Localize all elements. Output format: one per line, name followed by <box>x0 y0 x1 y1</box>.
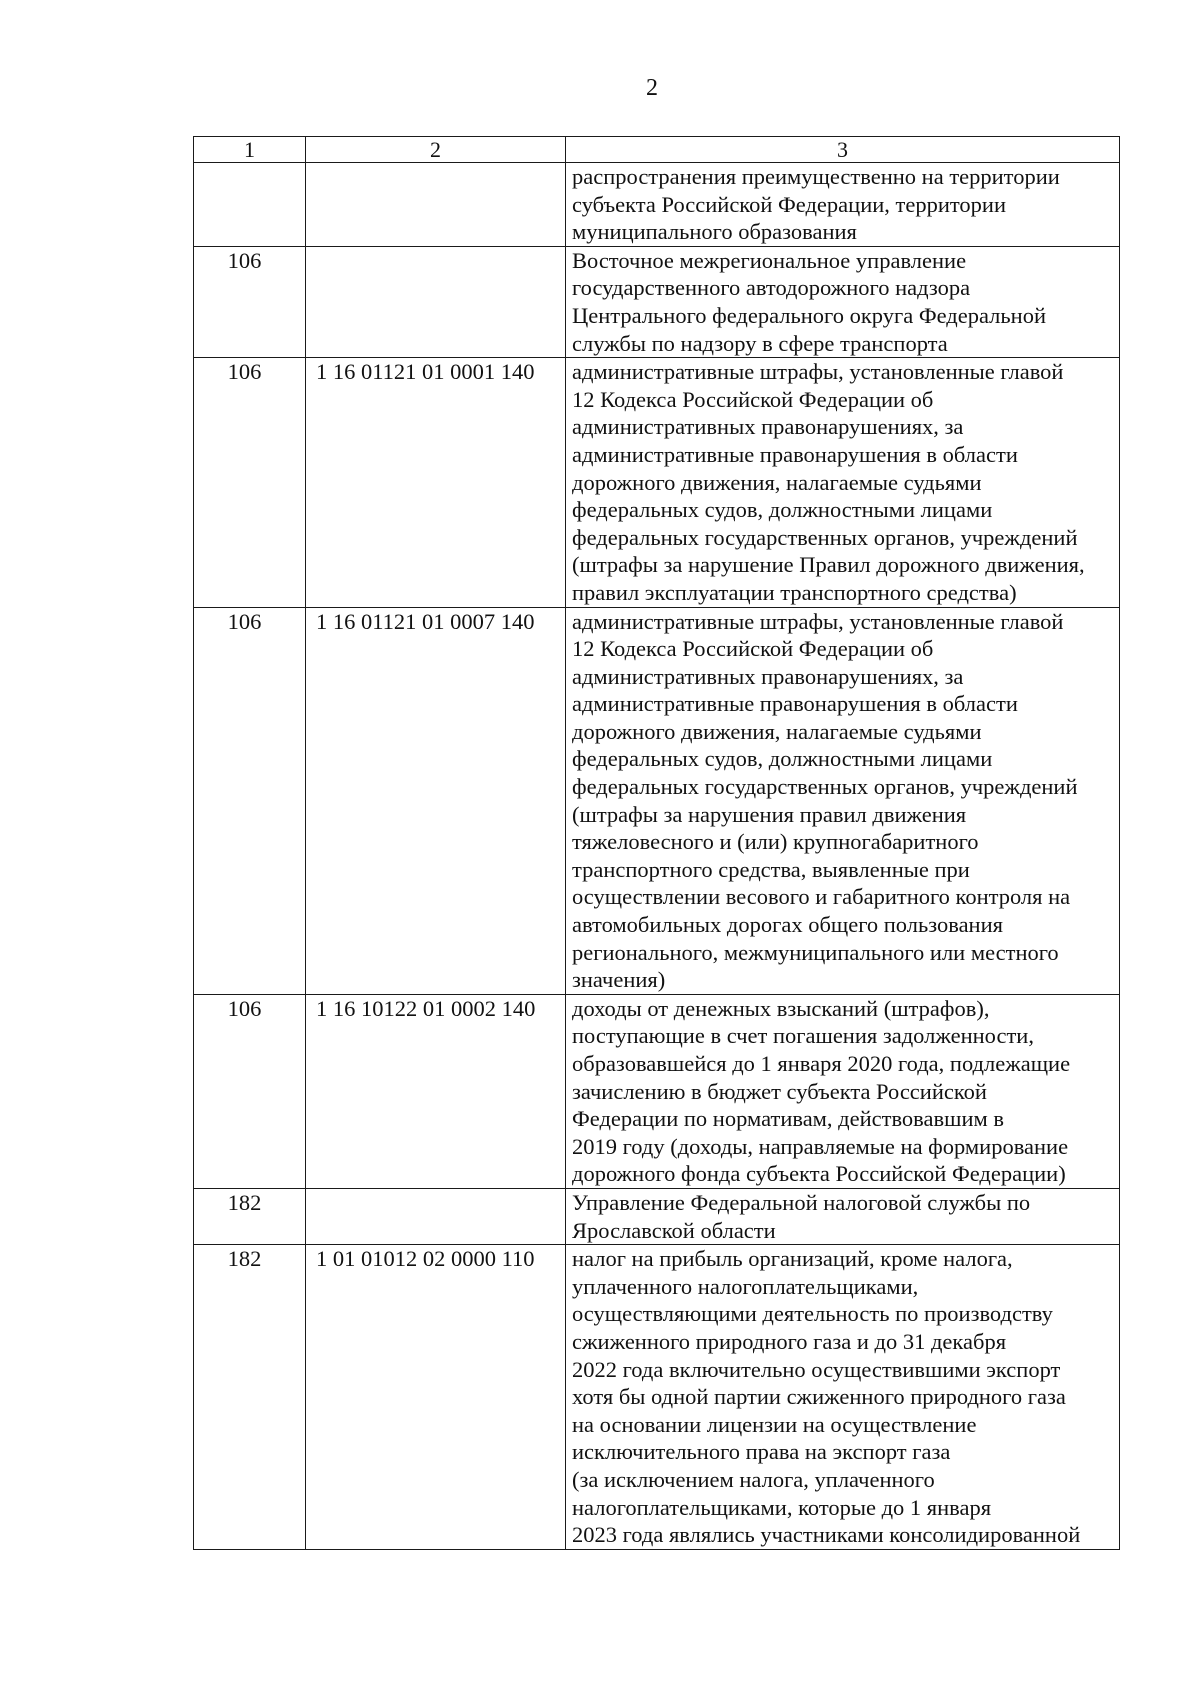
header-row <box>194 137 1120 163</box>
income-code-cell: 1 01 01012 02 0000 110 <box>306 1245 566 1550</box>
description-line: Ярославской области <box>572 1217 776 1243</box>
description-cell <box>566 1188 1120 1244</box>
description-line: доходы от денежных взысканий (штрафов), <box>572 995 990 1021</box>
description-line: дорожного движения, налагаемые судьями <box>572 718 982 744</box>
admin-code-cell: 106 <box>194 607 306 994</box>
table-row <box>194 358 1120 607</box>
description-cell <box>566 1245 1120 1550</box>
description-line: административные правонарушения в области <box>572 441 1018 467</box>
admin-code-cell: 182 <box>194 1188 306 1244</box>
description-cell <box>566 607 1120 994</box>
header-cell-col-3: 3 <box>566 137 1120 163</box>
description-line: образовавшейся до 1 января 2020 года, подлежащие <box>572 1051 1071 1076</box>
admin-code-cell: 106 <box>194 994 306 1188</box>
description-line: дорожного движения, налагаемые судьями <box>572 469 982 495</box>
description-line: тяжеловесного и (или) крупногабаритного <box>572 829 979 855</box>
description-line: (штрафы за нарушение Правил дорожного движения, <box>572 552 1085 578</box>
description-line: осуществляющими деятельность по производству <box>572 1301 1053 1327</box>
income-code-cell: 1 16 01121 01 0001 140 <box>306 358 566 607</box>
description-line: муниципального образования <box>572 219 857 245</box>
admin-code-cell: 106 <box>194 246 306 357</box>
description-line: 2022 года включительно осуществившими экспорт <box>572 1356 1061 1382</box>
description-line: 2023 года являлись участниками консолидированной <box>572 1522 1081 1548</box>
admin-code-cell: 106 <box>194 358 306 607</box>
description-cell <box>566 163 1120 247</box>
description-cell <box>566 994 1120 1188</box>
table-row <box>194 1245 1120 1550</box>
description-line: зачислению в бюджет субъекта Российской <box>572 1078 987 1104</box>
description-line: дорожного фонда субъекта Российской Федерации) <box>572 1161 1066 1187</box>
income-code-cell <box>306 246 566 357</box>
header-cell-col-1: 1 <box>194 137 306 163</box>
description-line: автомобильных дорогах общего пользования <box>572 912 1003 938</box>
table-row <box>194 246 1120 357</box>
admin-code-cell <box>194 163 306 247</box>
description-line: государственного автодорожного надзора <box>572 275 971 301</box>
description-line: Федерации по нормативам, действовавшим в <box>572 1106 1004 1132</box>
description-line: (штрафы за нарушения правил движения <box>572 801 967 827</box>
description-line: федеральных судов, должностными лицами <box>572 746 993 772</box>
description-line: административные штрафы, установленные главой <box>572 608 1064 634</box>
table-body <box>194 163 1120 1550</box>
description-line: на основании лицензии на осуществление <box>572 1411 977 1437</box>
description-line: 2019 году (доходы, направляемые на формирование <box>572 1133 1069 1159</box>
description-line: административных правонарушениях, за <box>572 663 964 689</box>
description-line: транспортного средства, выявленные при <box>572 856 970 882</box>
income-codes-table <box>193 136 1120 1550</box>
page-number: 2 <box>646 75 658 101</box>
description-line: Восточное межрегиональное управление <box>572 247 967 273</box>
description-line: 12 Кодекса Российской Федерации об <box>572 636 934 662</box>
income-code-cell <box>306 1188 566 1244</box>
description-line: сжиженного природного газа и до 31 декабря <box>572 1328 1007 1354</box>
header-cell-col-2: 2 <box>306 137 566 163</box>
admin-code-cell: 182 <box>194 1245 306 1550</box>
description-cell <box>566 358 1120 607</box>
description-line: административные правонарушения в области <box>572 691 1018 717</box>
description-line: административных правонарушениях, за <box>572 414 964 440</box>
description-line: поступающие в счет погашения задолженности, <box>572 1023 1034 1049</box>
description-line: службы по надзору в сфере транспорта <box>572 330 948 356</box>
description-line: распространения преимущественно на территории <box>572 164 1060 189</box>
description-line: федеральных государственных органов, учреждений <box>572 774 1078 800</box>
description-line: осуществлении весового и габаритного контроля на <box>572 884 1071 910</box>
description-line: административные штрафы, установленные главой <box>572 359 1064 385</box>
description-line: исключительного права на экспорт газа <box>572 1439 951 1465</box>
description-line: правил эксплуатации транспортного средства) <box>572 579 1017 605</box>
description-line: Управление Федеральной налоговой службы по <box>572 1189 1031 1215</box>
description-line: регионального, межмуниципального или местного <box>572 939 1059 965</box>
description-line: Центрального федерального округа Федеральной <box>572 302 1046 328</box>
income-code-cell: 1 16 01121 01 0007 140 <box>306 607 566 994</box>
description-line: налогоплательщиками, которые до 1 января <box>572 1494 992 1520</box>
description-line: субъекта Российской Федерации, территории <box>572 191 1007 217</box>
description-line: уплаченного налогоплательщиками, <box>572 1273 919 1299</box>
description-line: (за исключением налога, уплаченного <box>572 1466 935 1492</box>
income-code-cell <box>306 163 566 247</box>
income-code-cell: 1 16 10122 01 0002 140 <box>306 994 566 1188</box>
description-line: налог на прибыль организаций, кроме налога, <box>572 1246 1013 1272</box>
table-row <box>194 1188 1120 1244</box>
table-row <box>194 163 1120 247</box>
table-row <box>194 994 1120 1188</box>
description-cell <box>566 246 1120 357</box>
description-line: значения) <box>572 967 666 993</box>
description-line: федеральных государственных органов, учреждений <box>572 524 1078 550</box>
description-line: федеральных судов, должностными лицами <box>572 497 993 523</box>
table-row <box>194 607 1120 994</box>
description-line: 12 Кодекса Российской Федерации об <box>572 386 934 412</box>
description-line: хотя бы одной партии сжиженного природного газа <box>572 1384 1066 1410</box>
